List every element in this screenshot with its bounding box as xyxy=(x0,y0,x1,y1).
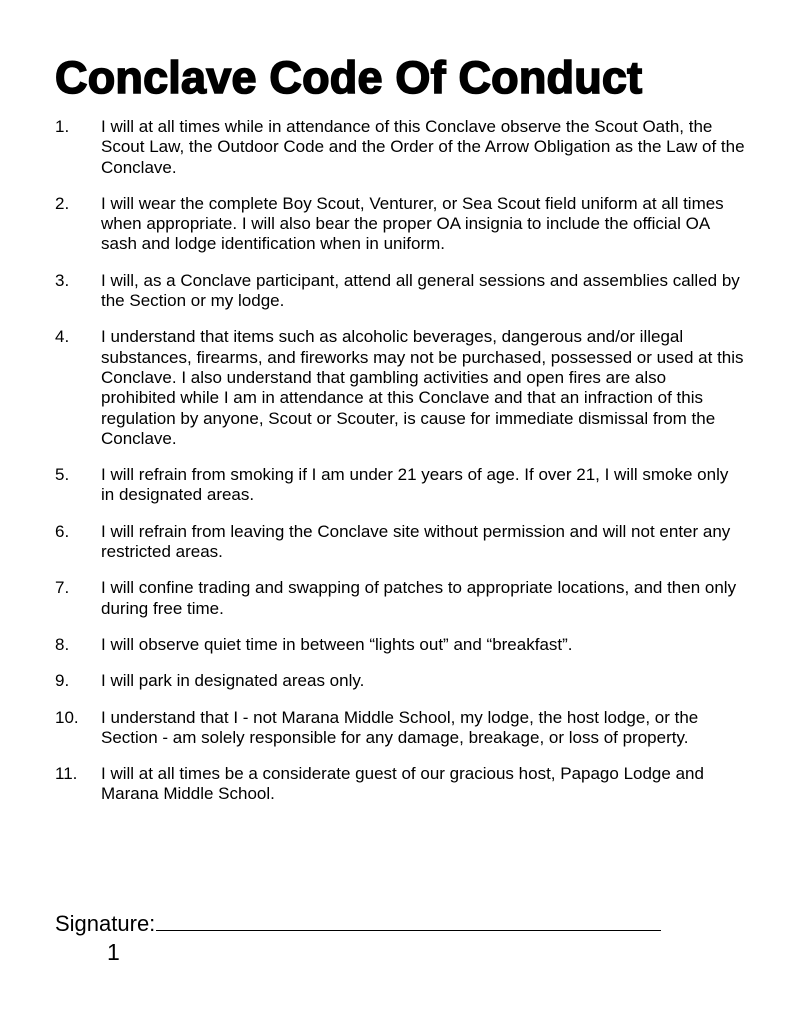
rule-item-5 xyxy=(55,465,745,506)
rule-text: I will wear the complete Boy Scout, Venturer, or Sea Scout field uniform at all times when appropriate. I will also bear the proper OA insignia to include the official OA sash and lodge identification when in uniform. xyxy=(101,193,724,254)
rule-number: 4. xyxy=(55,327,70,347)
rule-number: 3. xyxy=(55,270,70,290)
rule-text: I will refrain from smoking if I am under 21 years of age. If over 21, I will smoke only in designated areas. xyxy=(101,465,729,505)
rule-number: 10. xyxy=(55,707,79,727)
rule-item-10 xyxy=(55,708,745,749)
rule-text: I will confine trading and swapping of patches to appropriate locations, and then only during free time. xyxy=(101,578,737,618)
rule-item-3 xyxy=(55,271,745,312)
rule-item-9 xyxy=(55,671,745,691)
rule-text: I will observe quiet time in between “lights out” and “breakfast”. xyxy=(101,634,573,654)
signature-block xyxy=(55,910,661,938)
rule-item-8 xyxy=(55,635,745,655)
signature-line[interactable] xyxy=(156,930,661,931)
rule-text: I will at all times be a considerate guest of our gracious host, Papago Lodge and Marana Middle School. xyxy=(101,764,704,804)
signature-label: Signature: xyxy=(55,911,156,936)
rule-text: I will park in designated areas only. xyxy=(101,671,365,691)
rule-text: I will at all times while in attendance of this Conclave observe the Scout Oath, the Scout Law, the Outdoor Code and the Order of the Arrow Obligation as the Law of the Conclave. xyxy=(101,117,745,177)
rule-number: 5. xyxy=(55,465,70,485)
rule-number: 2. xyxy=(55,193,70,213)
rule-item-7 xyxy=(55,578,745,619)
rule-item-1 xyxy=(55,117,745,178)
rule-text: I understand that items such as alcoholic beverages, dangerous and/or illegal substances, firearms, and fireworks may not be purchased, possessed or used at this Conclave. I also understand that gambling activities and open fires are also prohibited while I am in attendance at this Conclave and that an infraction of this regulation by anyone, Scout or Scouter, is cause for immediate dismissal from the Conclave. xyxy=(101,327,744,448)
rule-number: 8. xyxy=(55,634,70,654)
rule-item-2 xyxy=(55,194,745,255)
rule-item-4 xyxy=(55,327,745,449)
rule-item-6 xyxy=(55,522,745,563)
rule-number: 7. xyxy=(55,578,70,598)
rule-number: 11. xyxy=(55,764,78,784)
rule-text: I will, as a Conclave participant, attend all general sessions and assemblies called by the Section or my lodge. xyxy=(101,270,740,311)
page-number: 1 xyxy=(107,939,120,965)
rule-number: 9. xyxy=(55,671,70,691)
rule-text: I understand that I - not Marana Middle School, my lodge, the host lodge, or the Section - am solely responsible for any damage, breakage, or loss of property. xyxy=(101,707,699,747)
rule-item-11 xyxy=(55,764,745,805)
conduct-rules-list xyxy=(55,117,745,821)
rule-text: I will refrain from leaving the Conclave site without permission and will not enter any restricted areas. xyxy=(101,521,731,562)
rule-number: 6. xyxy=(55,521,70,541)
rule-number: 1. xyxy=(55,117,70,136)
page-title: Conclave Code Of Conduct xyxy=(55,52,643,103)
